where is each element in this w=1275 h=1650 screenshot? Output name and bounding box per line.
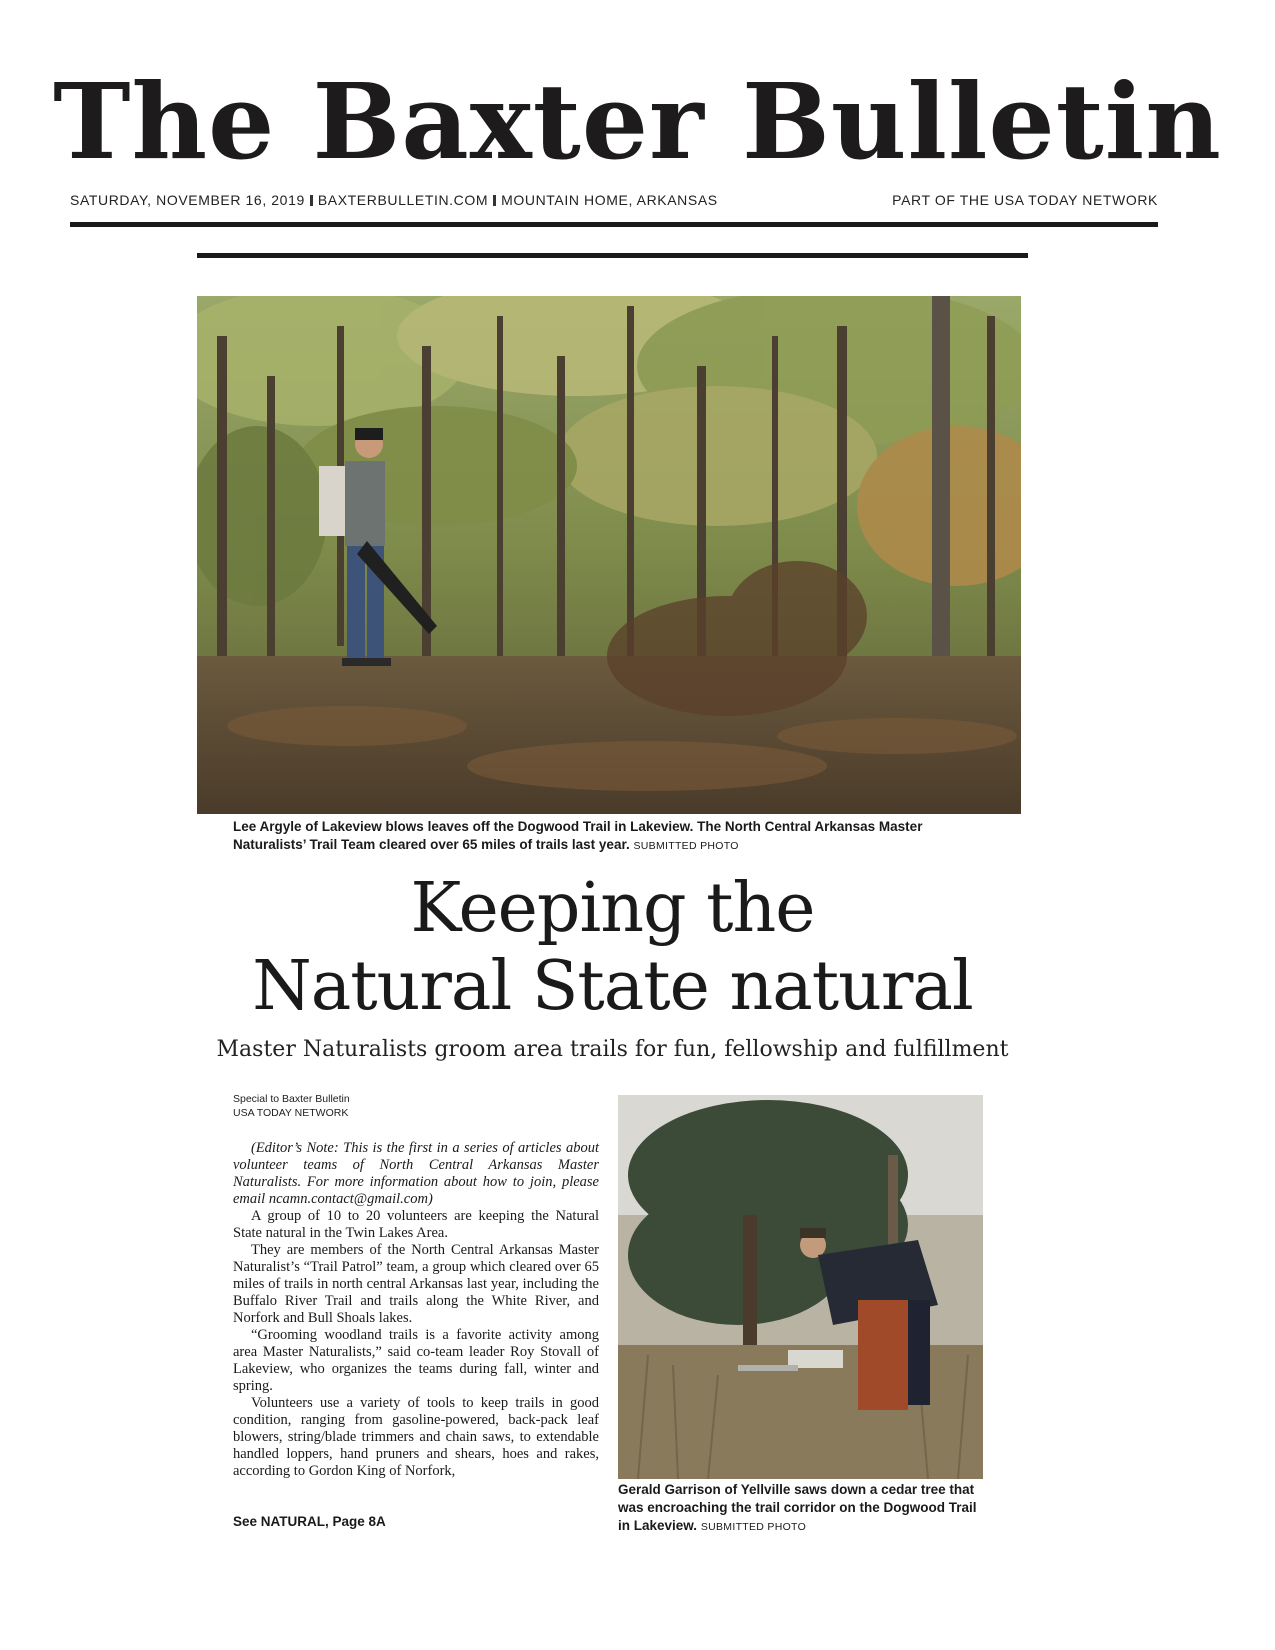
jump-line[interactable]: See NATURAL, Page 8A [233, 1514, 386, 1529]
lead-photo-caption [233, 818, 993, 855]
masthead-title: The Baxter Bulletin [53, 60, 1222, 183]
caption-text: Gerald Garrison of Yellville saws down a cedar tree that was encroaching the trail corridor on the Dogwood Trail in Lakeview. [618, 1482, 977, 1533]
dateline-site: BAXTERBULLETIN.COM [317, 192, 489, 208]
secondary-photo [618, 1095, 983, 1479]
masthead-rule [70, 222, 1158, 227]
dateline-separator [310, 195, 313, 206]
dateline-network: PART OF THE USA TODAY NETWORK [892, 192, 1158, 208]
byline [233, 1092, 350, 1120]
byline-line-2: USA TODAY NETWORK [233, 1107, 349, 1119]
lead-photo [197, 296, 1021, 814]
section-rule [197, 253, 1028, 258]
paragraph: A group of 10 to 20 volunteers are keeping the Natural State natural in the Twin Lakes Area. [233, 1208, 599, 1241]
byline-line-1: Special to Baxter Bulletin [233, 1093, 350, 1105]
headline-line-2: Natural State natural [252, 947, 973, 1026]
article-body [233, 1140, 599, 1480]
caption-text: Lee Argyle of Lakeview blows leaves off the Dogwood Trail in Lakeview. The North Central Arkansas Master Naturalists’ Trail Team cleared over 65 miles of trails last year. [233, 819, 923, 852]
dateline-place: MOUNTAIN HOME, ARKANSAS [501, 192, 718, 208]
editors-note: (Editor’s Note: This is the first in a series of articles about volunteer teams of North Central Arkansas Master Naturalists. For more information about how to join, please email ncamn.contact@gmail.com) [233, 1140, 599, 1207]
paragraph: Volunteers use a variety of tools to keep trails in good condition, ranging from gasoline-powered, back-pack leaf blowers, string/blade trimmers and chain saws, to extendable handled loppers, hand pruners and shears, hoes and rakes, according to Gordon King of Norfork, [233, 1395, 599, 1479]
headline [197, 870, 1028, 1026]
headline-line-1: Keeping the [410, 869, 815, 948]
paragraph: “Grooming woodland trails is a favorite activity among area Master Naturalists,” said co-team leader Roy Stovall of Lakeview, who organizes the teams during fall, winter and spring. [233, 1327, 599, 1394]
secondary-photo-caption [618, 1481, 988, 1536]
deck: Master Naturalists groom area trails for fun, fellowship and fulfillment [216, 1037, 1009, 1062]
dateline-date: SATURDAY, NOVEMBER 16, 2019 [70, 192, 305, 208]
photo-credit: SUBMITTED PHOTO [700, 1521, 807, 1533]
dateline [70, 192, 1158, 208]
paragraph: They are members of the North Central Arkansas Master Naturalist’s “Trail Patrol” team, a group which cleared over 65 miles of trails in north central Arkansas last year, including the Buffalo River Trail and trails along the White River, and Norfork and Bull Shoals lakes. [233, 1242, 599, 1326]
photo-credit: SUBMITTED PHOTO [633, 840, 739, 852]
dateline-left [70, 192, 718, 208]
dateline-separator [493, 195, 496, 206]
